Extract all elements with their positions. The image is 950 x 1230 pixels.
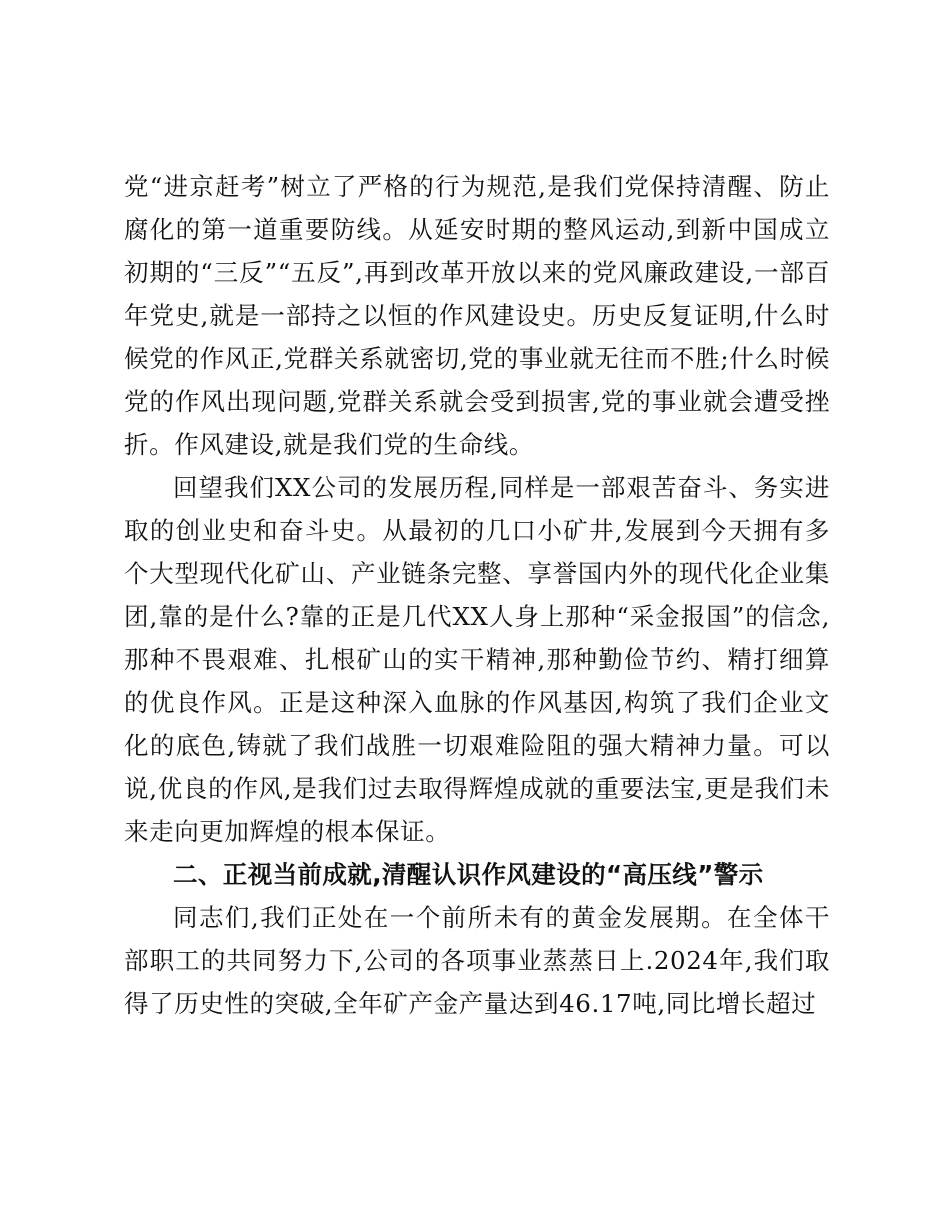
paragraph-current-achievements: 同志们,我们正处在一个前所未有的黄金发展期。在全体干部职工的共同努力下,公司的各项事业蒸蒸日上.2024年,我们取得了历史性的突破,全年矿产金产量达到46.17吨,同比增长超过 (124, 903, 830, 1018)
paragraph-company-history: 回望我们XX公司的发展历程,同样是一部艰苦奋斗、务实进取的创业史和奋斗史。从最初的几口小矿井,发展到今天拥有多个大型现代化矿山、产业链条完整、享誉国内外的现代化企业集团,靠的是什么?靠的正是几代XX人身上那种“采金报国”的信念,那种不畏艰难、扎根矿山的实干精神,那种勤俭节约、精打细算的优良作风。正是这种深入血脉的作风基因,构筑了我们企业文化的底色,铸就了我们战胜一切艰难险阻的强大精神力量。可以说,优良的作风,是我们过去取得辉煌成就的重要法宝,更是我们未来走向更加辉煌的根本保证。 (124, 473, 830, 846)
paragraph-party-history: 党“进京赶考”树立了严格的行为规范,是我们党保持清醒、防止腐化的第一道重要防线。从延安时期的整风运动,到新中国成立初期的“三反”“五反”,再到改革开放以来的党风廉政建设,一部百年党史,就是一部持之以恒的作风建设史。历史反复证明,什么时候党的作风正,党群关系就密切,党的事业就无往而不胜;什么时候党的作风出现问题,党群关系就会受到损害,党的事业就会遭受挫折。作风建设,就是我们党的生命线。 (124, 172, 830, 459)
document-body (124, 165, 830, 1025)
section-heading: 二、正视当前成就,清醒认识作风建设的“高压线”警示 (173, 860, 764, 889)
